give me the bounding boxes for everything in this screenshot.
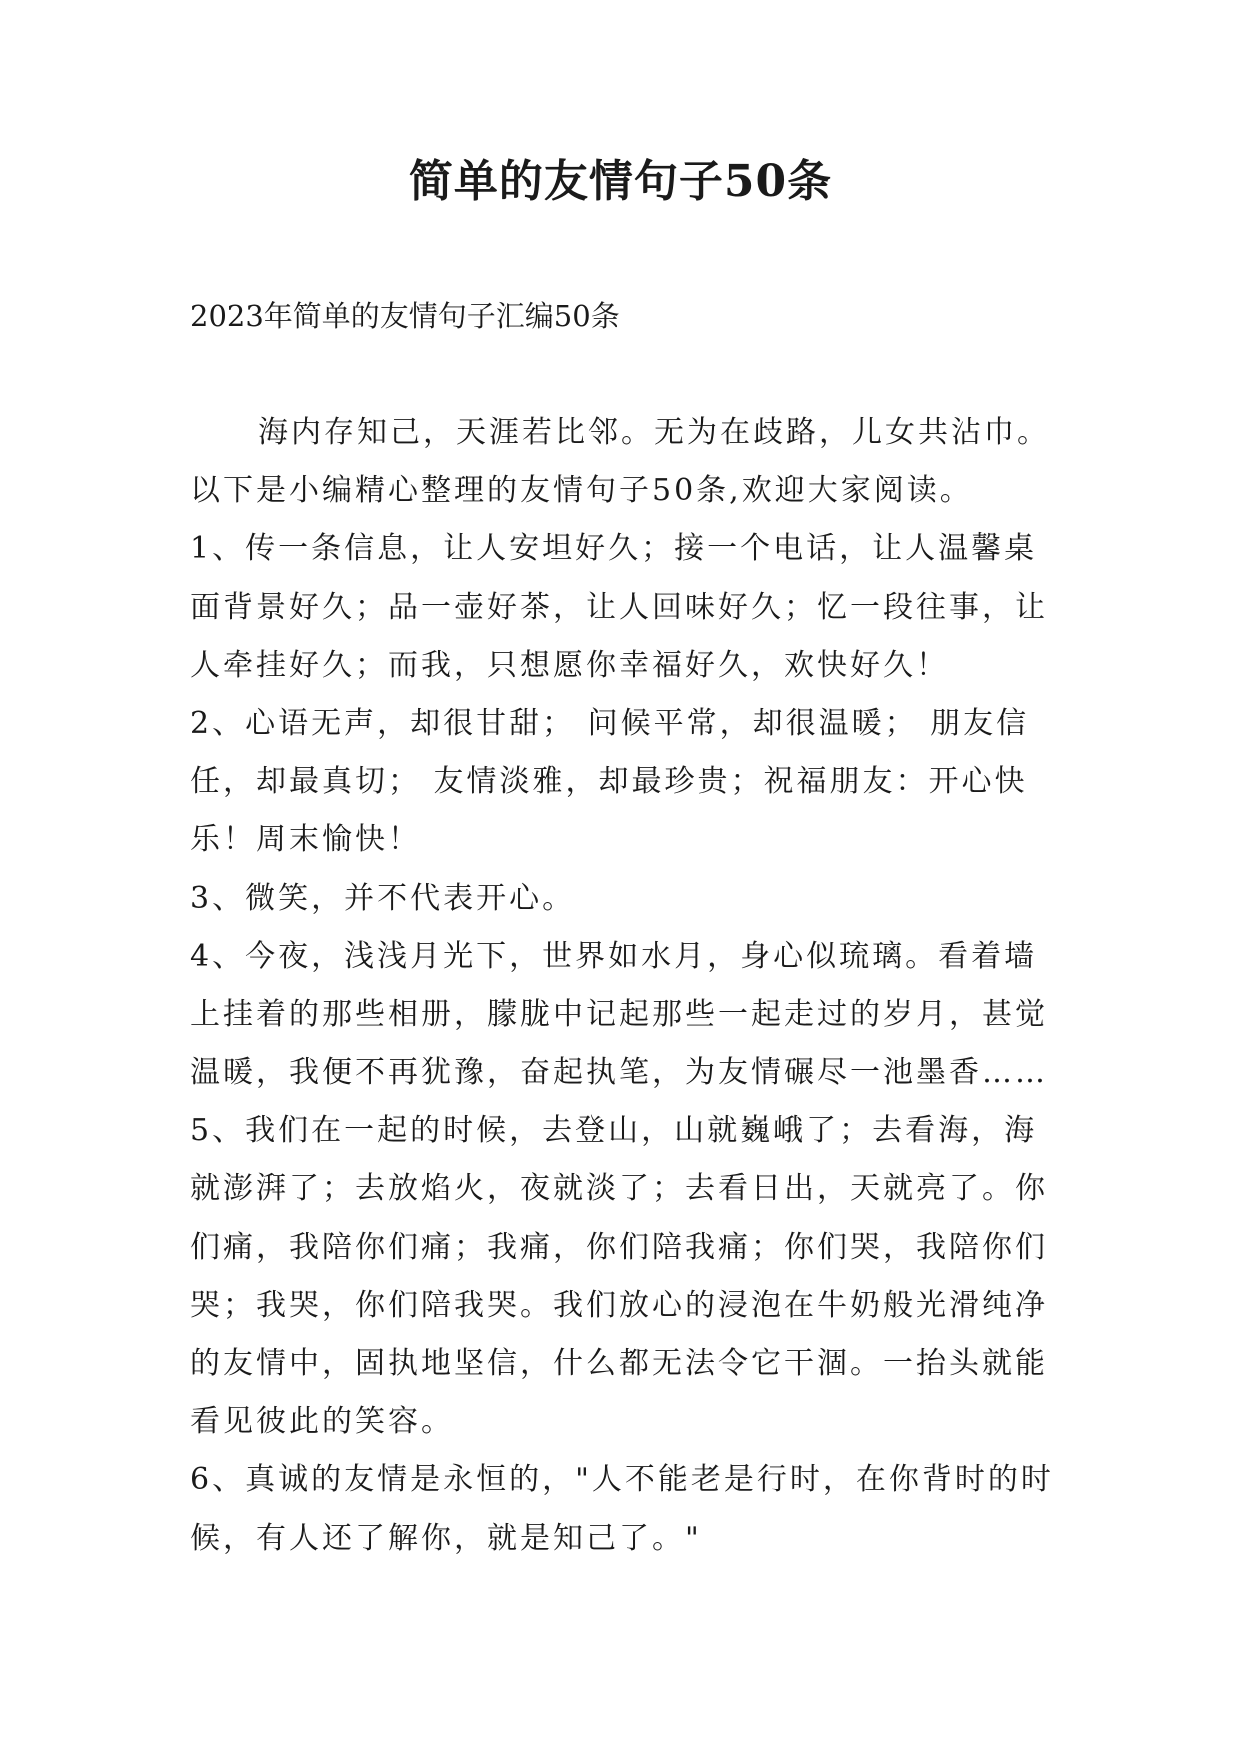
paragraph-line: 人牵挂好久；而我，只想愿你幸福好久，欢快好久！ [190, 647, 949, 683]
paragraph-line: 看见彼此的笑容。 [190, 1404, 454, 1440]
page-title: 简单的友情句子50条 [408, 156, 833, 207]
paragraph-line: 温暖，我便不再犹豫，奋起执笔，为友情碾尽一池墨香…… [190, 1055, 1048, 1091]
paragraph-line: 的友情中，固执地坚信，什么都无法令它干涸。一抬头就能 [190, 1346, 1048, 1381]
paragraph-line: 们痛，我陪你们痛；我痛，你们陪我痛；你们哭，我陪你们 [190, 1229, 1048, 1265]
paragraph-line: 海内存知己，天涯若比邻。无为在歧路，儿女共沾巾。 [258, 415, 1050, 450]
paragraph-line: 3、微笑，并不代表开心。 [190, 880, 576, 916]
paragraph-line: 就澎湃了；去放焰火，夜就淡了；去看日出，天就亮了。你 [190, 1171, 1048, 1207]
paragraph-line: 6、真诚的友情是永恒的，"人不能老是行时，在你背时的时 [190, 1462, 1054, 1498]
paragraph-line: 任，却最真切； 友情淡雅，却最珍贵；祝福朋友：开心快 [190, 764, 1028, 800]
paragraph-line: 1、传一条信息，让人安坦好久；接一个电话，让人温馨桌 [190, 531, 1038, 567]
paragraph-line: 2、心语无声，却很甘甜； 问候平常，却很温暖； 朋友信 [190, 705, 1030, 741]
paragraph-line: 乐！周末愉快！ [190, 822, 421, 858]
paragraph-line: 面背景好久；品一壶好茶，让人回味好久；忆一段往事，让 [190, 589, 1048, 625]
document-subtitle: 2023年简单的友情句子汇编50条 [190, 299, 620, 333]
paragraph-line: 上挂着的那些相册，朦胧中记起那些一起走过的岁月，甚觉 [190, 996, 1048, 1032]
paragraph-line: 候，有人还了解你，就是知己了。" [190, 1520, 702, 1556]
body-text [190, 404, 1070, 1568]
paragraph-line: 以下是小编精心整理的友情句子50条,欢迎大家阅读。 [190, 473, 973, 509]
paragraph-line: 哭；我哭，你们陪我哭。我们放心的浸泡在牛奶般光滑纯净 [190, 1287, 1048, 1323]
paragraph-line: 4、今夜，浅浅月光下，世界如水月，身心似琉璃。看着墙 [190, 938, 1038, 974]
paragraph-line: 5、我们在一起的时候，去登山，山就巍峨了；去看海，海 [190, 1113, 1038, 1149]
